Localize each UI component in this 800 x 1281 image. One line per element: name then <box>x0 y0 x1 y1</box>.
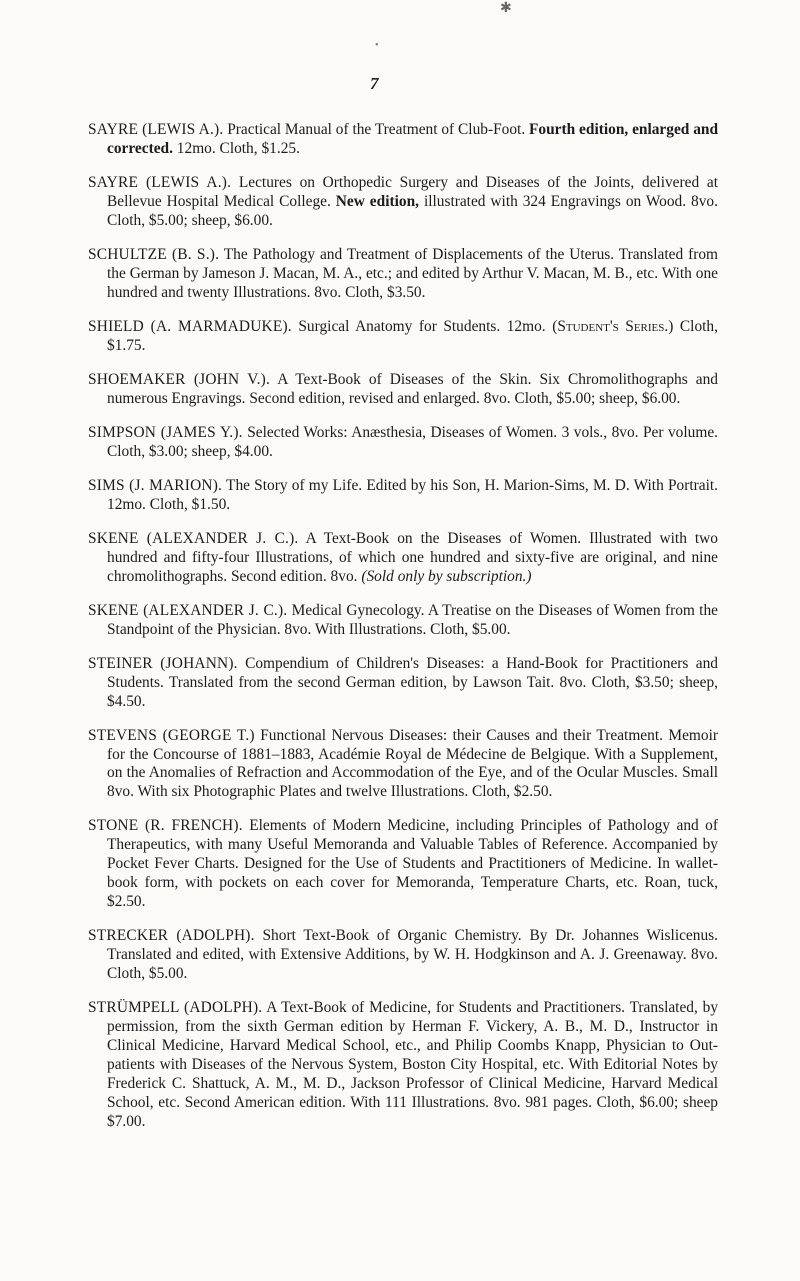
entry-text: The Pathology and Treatment of Displacements of the Uterus. Translated from the German by Jameson J. Macan, M. A., etc.; and edited by Arthur V. Macan, M. B., etc. With one hundred and twenty Illustrations. 8vo. Cloth, $3.50. <box>107 245 718 301</box>
catalog-entry <box>88 655 718 712</box>
catalog-entry <box>88 602 718 640</box>
entry-author: SKENE (ALEXANDER J. C.). <box>88 601 288 619</box>
entry-author: STONE (R. FRENCH). <box>88 817 243 835</box>
entry-series: (Student's Series.) <box>552 317 674 335</box>
entry-author: SCHULTZE (B. S.). <box>88 245 220 263</box>
entry-author: SHIELD (A. MARMADUKE). <box>88 317 292 335</box>
catalog-entry <box>88 477 718 515</box>
entry-author: SIMS (J. MARION). <box>88 476 223 494</box>
catalog-entry <box>88 371 718 409</box>
entry-text: A Text-Book on the Diseases of Women. Illustrated with two hundred and fifty-four Illustrations, of which one hundred and sixty-five are original, and nine chromolithographs. Second edition. 8vo. <box>107 529 718 585</box>
entry-text: A Text-Book of Diseases of the Skin. Six Chromolithographs and numerous Engravings. Second edition, revised and enlarged. 8vo. Cloth, $5.00; sheep, $6.00. <box>107 370 719 407</box>
entry-text: Practical Manual of the Treatment of Club-Foot. <box>227 121 526 138</box>
catalog-entry <box>88 246 718 303</box>
entry-author: SIMPSON (JAMES Y.). <box>88 423 243 441</box>
catalog-entries <box>88 121 718 1147</box>
entry-author: STEINER (JOHANN). <box>88 654 238 672</box>
catalog-entry <box>88 318 718 356</box>
dot-mark: • <box>375 40 379 51</box>
entry-author: STEVENS (GEORGE T.) <box>88 726 255 744</box>
catalog-entry <box>88 424 718 462</box>
entry-text: Medical Gynecology. A Treatise on the Diseases of Women from the Standpoint of the Physician. 8vo. With Illustrations. Cloth, $5.00. <box>107 601 718 638</box>
entry-text: Selected Works: Anæsthesia, Diseases of Women. 3 vols., 8vo. Per volume. Cloth, $3.00; sheep, $4.00. <box>107 423 718 460</box>
entry-text: Short Text-Book of Organic Chemistry. By Dr. Johannes Wislicenus. Translated and edited, with Extensive Additions, by W. H. Hodgkinson and A. J. Greenaway. 8vo. Cloth, $5.00. <box>107 927 718 982</box>
catalog-entry <box>88 121 718 159</box>
catalog-entry <box>88 174 718 231</box>
entry-italic-note: (Sold only by subscription.) <box>361 567 532 585</box>
entry-author: SHOEMAKER (JOHN V.). <box>88 370 270 388</box>
entry-text: Lectures on Orthopedic Surgery and Diseases of the Joints, delivered at Bellevue Hospital Medical College. <box>107 174 718 210</box>
entry-tail: illustrated with 324 Engravings on Wood. 8vo. Cloth, $5.00; sheep, $6.00. <box>107 192 718 229</box>
entry-author: SAYRE (LEWIS A.). <box>88 174 232 191</box>
catalog-entry <box>88 530 718 587</box>
catalog-entry <box>88 727 718 803</box>
entry-tail: Cloth, $1.75. <box>107 317 718 354</box>
corner-mark: ✱ <box>500 1 512 16</box>
catalog-entry <box>88 927 718 984</box>
entry-text: Functional Nervous Diseases: their Causes and their Treatment. Memoir for the Concourse of 1881–1883, Académie Royal de Médecine de Belgique. With a Supplement, on the Anomalies of Refraction and Accommodation of the Eye, and of the Ocular Muscles. Small 8vo. With six Photographic Plates and twelve Illustrations. Cloth, $2.50. <box>107 726 718 801</box>
entry-text: The Story of my Life. Edited by his Son, H. Marion-Sims, M. D. With Portrait. 12mo. Cloth, $1.50. <box>107 476 718 513</box>
catalog-entry <box>88 817 718 912</box>
entry-text: Compendium of Children's Diseases: a Hand-Book for Practitioners and Students. Translated from the second German edition, by Lawson Tait. 8vo. Cloth, $3.50; sheep, $4.50. <box>107 654 718 710</box>
entry-author: SKENE (ALEXANDER J. C.). <box>88 529 299 547</box>
catalog-entry <box>88 999 718 1131</box>
entry-text: Elements of Modern Medicine, including Principles of Pathology and of Therapeutics, with many Useful Memoranda and Valuable Tables of Reference. Accompanied by Pocket Fever Charts. Designed for the Use of Students and Practitioners of Medicine. In wallet-book form, with pockets on each cover for Memoranda, Temperature Charts, etc. Roan, tuck, $2.50. <box>107 817 718 911</box>
entry-text: A Text-Book of Medicine, for Students and Practitioners. Translated, by permission, from the sixth German edition by Herman F. Vickery, A. B., M. D., Instructor in Clinical Medicine, Harvard Medical School, etc., and Philip Coombs Knapp, Physician to Out-patients with Diseases of the Nervous System, Boston City Hospital, etc. With Editorial Notes by Frederick C. Shattuck, A. M., M. D., Jackson Professor of Clinical Medicine, Harvard Medical School, etc. Second American edition. With 111 Illustrations. 8vo. 981 pages. Cloth, $6.00; sheep $7.00. <box>107 999 719 1130</box>
entry-author: SAYRE (LEWIS A.). <box>88 121 224 138</box>
page-number: 7 <box>370 74 379 93</box>
entry-tail: 12mo. Cloth, $1.25. <box>176 139 300 157</box>
entry-author: STRÜMPELL (ADOLPH). <box>88 999 263 1017</box>
entry-note: New edition, <box>335 192 419 210</box>
entry-text: Surgical Anatomy for Students. 12mo. <box>298 317 546 335</box>
entry-author: STRECKER (ADOLPH). <box>88 927 255 945</box>
entry-note: Fourth edition, enlarged and corrected. <box>107 121 719 157</box>
